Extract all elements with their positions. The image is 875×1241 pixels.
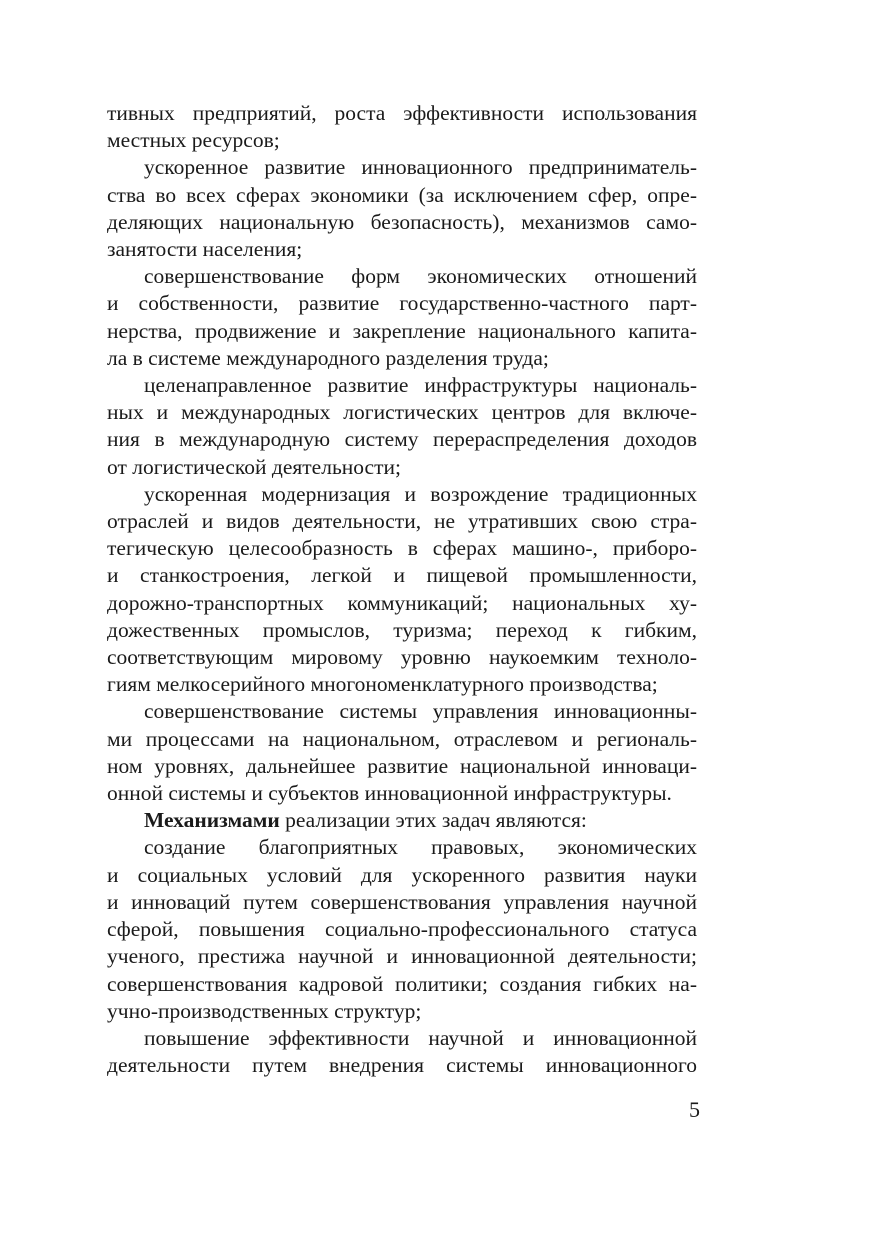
body-text (107, 100, 697, 1079)
text-line: ускоренное развитие инновационного предприниматель- (144, 155, 697, 180)
paragraph (107, 154, 697, 263)
text-line: сферой, повышения социально-профессионального статуса (107, 917, 697, 942)
text-line: гиям мелкосерийного многономенклатурного производства; (107, 672, 658, 697)
text-line: местных ресурсов; (107, 128, 280, 153)
text-line: совершенствования кадровой политики; создания гибких на- (107, 971, 697, 996)
paragraph (107, 1025, 697, 1079)
text-line: и станкостроения, легкой и пищевой промышленности, (107, 563, 697, 588)
text-line: занятости населения; (107, 237, 303, 262)
text-line: ства во всех сферах экономики (за исключением сфер, опре- (107, 182, 697, 207)
text-line: соответствующим мировому уровню наукоемким техноло- (107, 645, 697, 670)
text-line: деляющих национальную безопасность), механизмов само- (107, 209, 697, 234)
text-line (107, 807, 697, 834)
text-line: ном уровнях, дальнейшее развитие национальной инноваци- (107, 753, 697, 778)
text-line: дожественных промыслов, туризма; переход к гибким, (107, 617, 697, 642)
text-line: деятельности путем внедрения системы инновационного (107, 1053, 697, 1078)
paragraph (107, 807, 697, 834)
text-line: совершенствование форм экономических отношений (144, 264, 697, 289)
text-line: ми процессами на национальном, отраслевом и региональ- (107, 726, 697, 751)
bold-term: Механизмами (144, 808, 280, 833)
paragraph (107, 481, 697, 699)
text-line: повышение эффективности научной и инновационной (144, 1025, 697, 1050)
text-line: онной системы и субъектов инновационной инфраструктуры. (107, 781, 672, 806)
paragraph (107, 834, 697, 1024)
text-line: ученого, престижа научной и инновационной деятельности; (107, 944, 697, 969)
text-line: от логистической деятельности; (107, 454, 401, 479)
text-line: ла в системе международного разделения труда; (107, 345, 549, 370)
text-line: учно-производственных структур; (107, 998, 422, 1023)
page-number: 5 (689, 1097, 700, 1122)
text-line: создание благоприятных правовых, экономических (144, 835, 697, 860)
text-line: и социальных условий для ускоренного развития науки (107, 862, 697, 887)
paragraph (107, 372, 697, 481)
text-line: ускоренная модернизация и возрождение традиционных (144, 481, 697, 506)
text-fragment: реализации этих задач являются: (279, 808, 587, 833)
text-line: и собственности, развитие государственно-частного парт- (107, 291, 697, 316)
text-line: нерства, продвижение и закрепление национального капита- (107, 318, 697, 343)
text-line: ния в международную систему перераспределения доходов (107, 427, 697, 452)
paragraph (107, 100, 697, 154)
text-line: отраслей и видов деятельности, не утративших свою стра- (107, 509, 697, 534)
paragraph (107, 263, 697, 372)
text-line: и инноваций путем совершенствования управления научной (107, 889, 697, 914)
text-line: тегическую целесообразность в сферах машино-, приборо- (107, 536, 697, 561)
text-line: ных и международных логистических центров для включе- (107, 400, 697, 425)
text-line: дорожно-транспортных коммуникаций; национальных ху- (107, 590, 697, 615)
text-line: целенаправленное развитие инфраструктуры националь- (144, 373, 697, 398)
text-line: совершенствование системы управления инновационны- (144, 699, 697, 724)
text-line: тивных предприятий, роста эффективности использования (107, 101, 697, 125)
paragraph (107, 698, 697, 807)
